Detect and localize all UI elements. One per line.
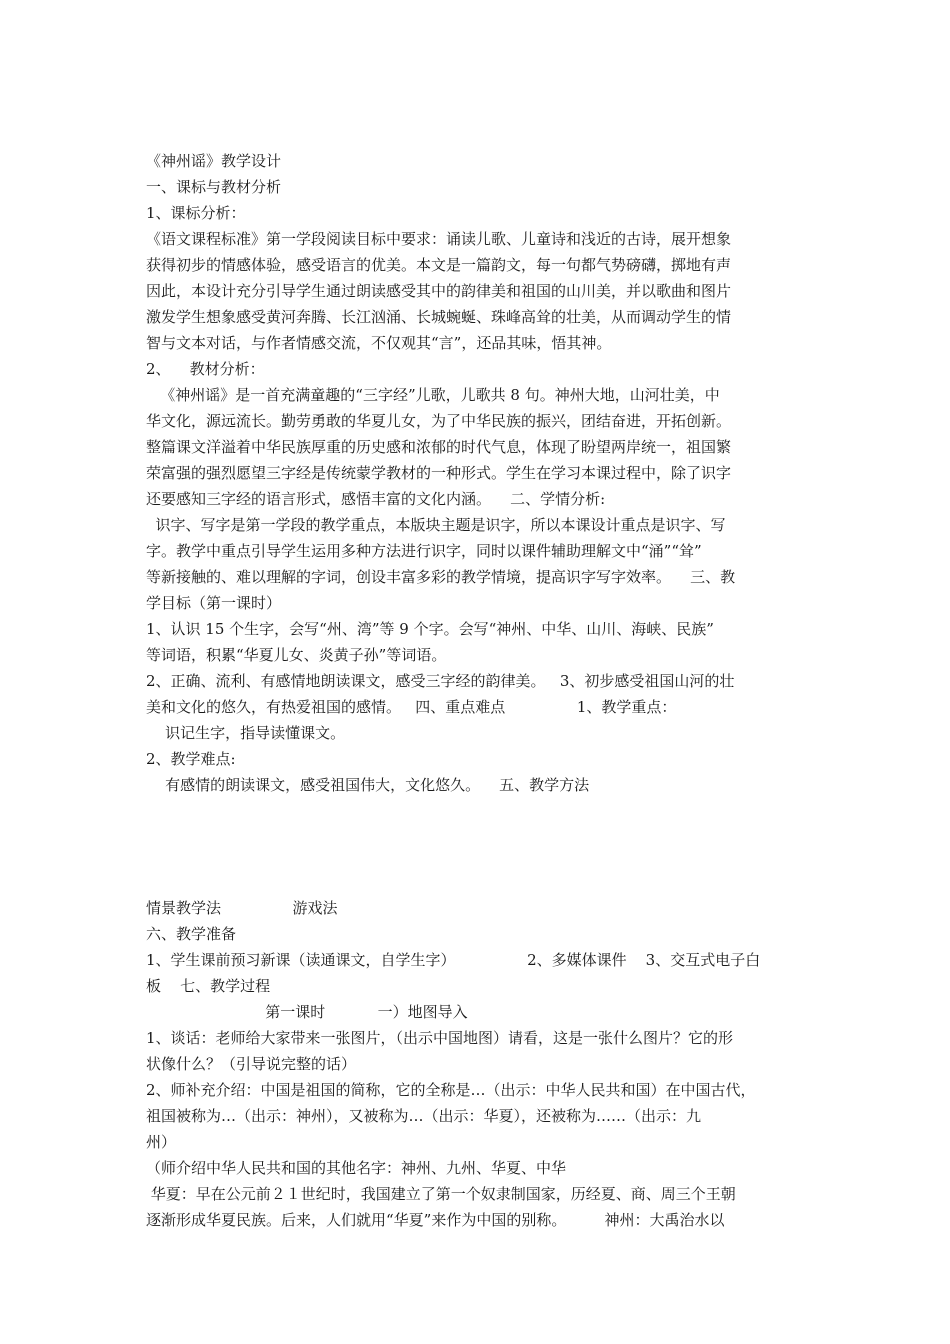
text-line: 板 七、教学过程 [146, 977, 271, 995]
text-block-upper [146, 148, 810, 798]
text-line: 2、正确、流利、有感情地朗读课文，感受三字经的韵律美。 3、初步感受祖国山河的壮 [146, 672, 735, 690]
text-line: 还要感知三字经的语言形式，感悟丰富的文化内涵。 二、学情分析: [146, 490, 606, 508]
text-line: 获得初步的情感体验，感受语言的优美。本文是一篇韵文，每一句都气势磅礴，掷地有声 [146, 256, 732, 274]
text-line: 整篇课文洋溢着中华民族厚重的历史感和浓郁的时代气息，体现了盼望两岸统一，祖国繁 [146, 438, 732, 456]
text-line: 《语文课程标准》第一学段阅读目标中要求：诵读儿歌、儿童诗和浅近的古诗，展开想象 [146, 230, 732, 248]
text-line: 祖国被称为…（出示：神州），又被称为…（出示：华夏），还被称为……（出示：九 [146, 1107, 702, 1125]
text-line: 等词语，积累“华夏儿女、炎黄子孙”等词语。 [146, 646, 447, 664]
text-line: 一、课标与教材分析 [146, 178, 282, 196]
text-line: 1、学生课前预习新课（读通课文，自学生字） 2、多媒体课件 3、交互式电子白 [146, 951, 761, 969]
text-line: 情景教学法 游戏法 [146, 899, 338, 917]
text-line: 逐渐形成华夏民族。后来，人们就用“华夏”来作为中国的别称。 神州：大禹治水以 [146, 1211, 725, 1229]
text-line: 识记生字，指导读懂课文。 [146, 724, 346, 742]
text-line: 因此，本设计充分引导学生通过朗读感受其中的韵律美和祖国的山川美，并以歌曲和图片 [146, 282, 732, 300]
text-line: 智与文本对话，与作者情感交流，不仅观其“言”，还品其味，悟其神。 [146, 334, 612, 352]
text-line: 学目标（第一课时） [146, 594, 282, 612]
text-line: 识字、写字是第一学段的教学重点，本版块主题是识字，所以本课设计重点是识字、写 [146, 516, 726, 534]
text-line: 华夏：早在公元前２１世纪时，我国建立了第一个奴隶制国家，历经夏、商、周三个王朝 [146, 1185, 736, 1203]
text-line: 2、 教材分析： [146, 360, 265, 378]
text-line: 1、谈话：老师给大家带来一张图片，（出示中国地图）请看，这是一张什么图片？它的形 [146, 1029, 734, 1047]
text-line: 华文化，源远流长。勤劳勇敢的华夏儿女，为了中华民族的振兴，团结奋进，开拓创新。 [146, 412, 732, 430]
text-line: 《神州谣》教学设计 [146, 152, 282, 170]
text-line: 州） [146, 1133, 177, 1151]
text-line: 六、教学准备 [146, 925, 237, 943]
text-block-lower [146, 895, 810, 1233]
text-line: 《神州谣》是一首充满童趣的“三字经”儿歌，儿歌共 8 句。神州大地，山河壮美，中 [146, 386, 720, 404]
text-line: 等新接触的、难以理解的字词，创设丰富多彩的教学情境，提高识字写字效率。 三、教 [146, 568, 736, 586]
text-line: 美和文化的悠久，有热爱祖国的感情。 四、重点难点 1、教学重点： [146, 698, 677, 716]
text-line: 荣富强的强烈愿望三字经是传统蒙学教材的一种形式。学生在学习本课过程中，除了识字 [146, 464, 732, 482]
text-line: （师介绍中华人民共和国的其他名字：神州、九州、华夏、中华 [146, 1159, 567, 1177]
text-line: 激发学生想象感受黄河奔腾、长江汹涌、长城蜿蜒、珠峰高耸的壮美，从而调动学生的情 [146, 308, 732, 326]
text-line: 状像什么？（引导说完整的话） [146, 1055, 357, 1073]
text-line: 第一课时 一）地图导入 [146, 1003, 468, 1021]
text-line: 有感情的朗读课文，感受祖国伟大，文化悠久。 五、教学方法 [146, 776, 590, 794]
text-line: 1、课标分析： [146, 204, 246, 222]
text-line: 2、师补充介绍：中国是祖国的简称，它的全称是…（出示：中华人民共和国）在中国古代， [146, 1081, 756, 1099]
text-line: 2、教学难点: [146, 750, 236, 768]
text-line: 1、认识 15 个生字，会写“州、湾”等 9 个字。会写“神州、中华、山川、海峡、民族” [146, 620, 714, 638]
text-line: 字。教学中重点引导学生运用多种方法进行识字，同时以课件辅助理解文中“涌”“耸” [146, 542, 702, 560]
